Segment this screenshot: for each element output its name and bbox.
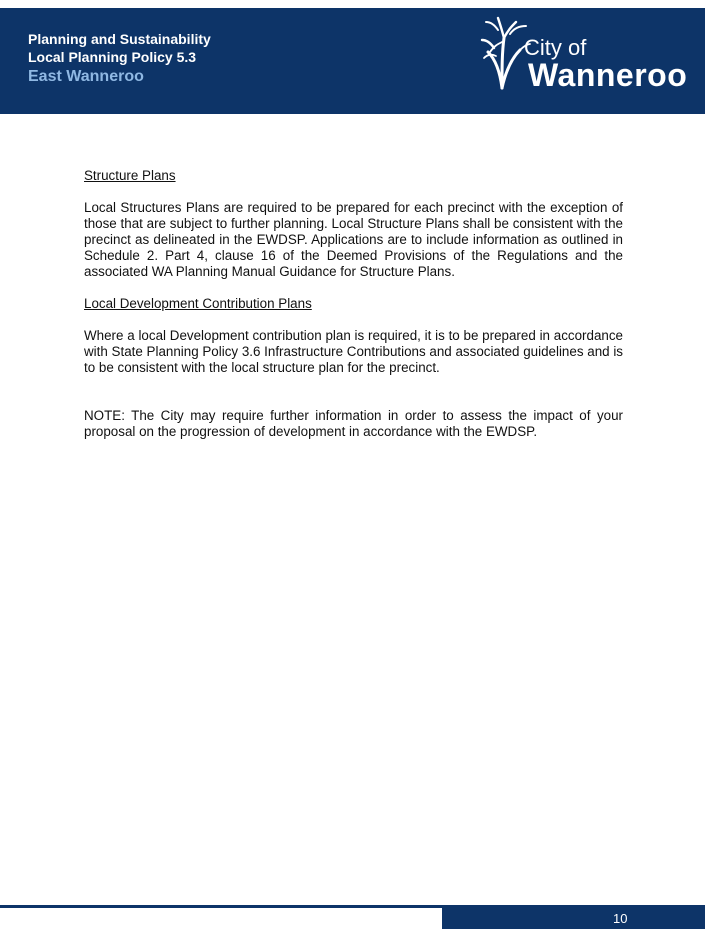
logo-name-text: Wanneroo (528, 57, 688, 93)
city-of-wanneroo-logo (480, 12, 700, 98)
logo-city-text: City of (524, 35, 587, 60)
policy-title: Local Planning Policy 5.3 (28, 49, 197, 65)
section-heading-structure-plans: Structure Plans (84, 168, 176, 183)
footer-bar (442, 908, 705, 929)
department-title: Planning and Sustainability (28, 31, 211, 47)
section-paragraph-contribution-plans: Where a local Development contribution plan is required, it is to be prepared in accordance with State Planning Policy 3.6 Infrastructure Contributions and associated guidelines and is to be consistent with the local structure plan for the precinct. (84, 328, 623, 375)
note-paragraph: NOTE: The City may require further information in order to assess the impact of your proposal on the progression of development in accordance with the EWDSP. (84, 408, 623, 439)
page-header (0, 8, 705, 114)
section-heading-contribution-plans: Local Development Contribution Plans (84, 296, 312, 311)
policy-subtitle: East Wanneroo (28, 68, 144, 85)
header-title-block (28, 30, 211, 87)
page-number: 10 (613, 911, 628, 926)
document-body (84, 168, 623, 440)
section-paragraph-structure-plans: Local Structures Plans are required to be prepared for each precinct with the exception of those that are subject to further planning. Local Structure Plans shall be consistent with the precinct as delineated in the EWDSP. Applications are to include information as outlined in Schedule 2. Part 4, clause 16 of the Deemed Provisions of the Regulations and the associated WA Planning Manual Guidance for Structure Plans. (84, 200, 623, 279)
